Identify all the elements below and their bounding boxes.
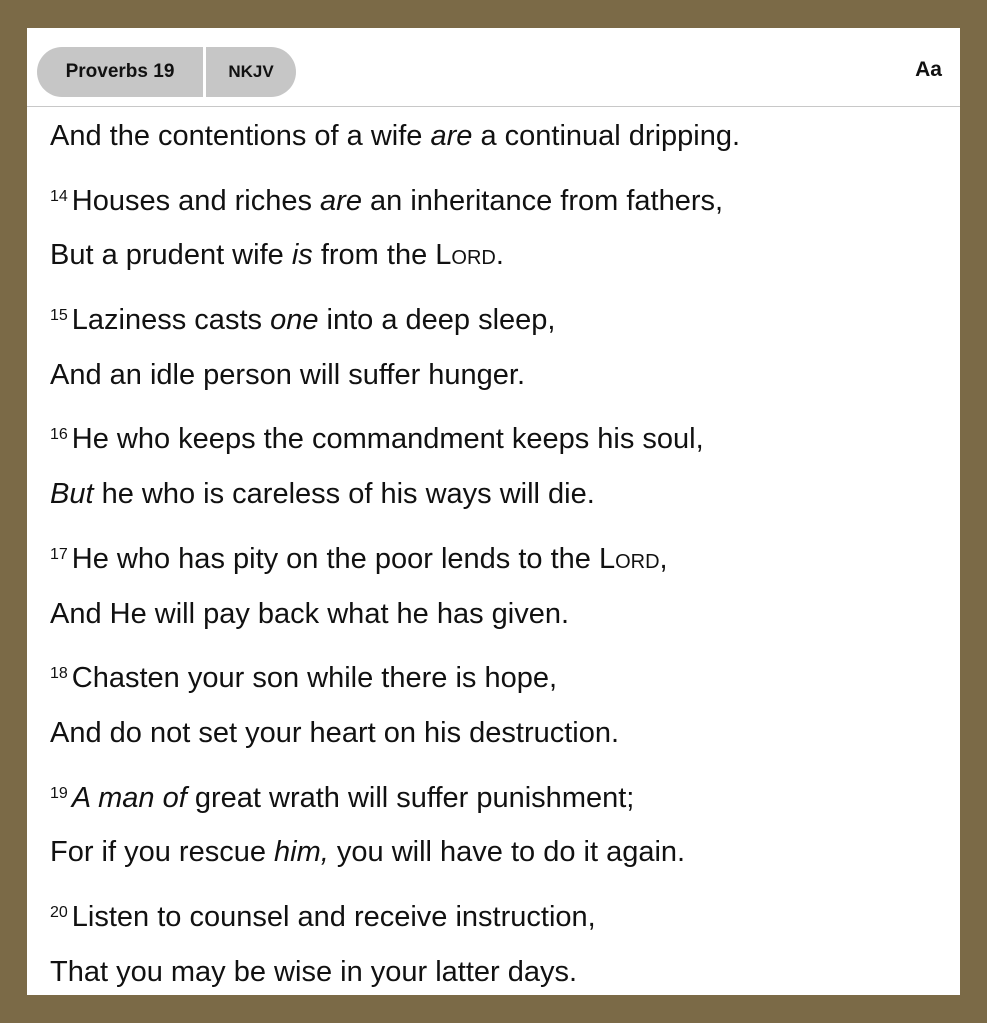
verse-line <box>50 525 950 585</box>
verse-text: And He will pay back what he has given. <box>50 597 570 630</box>
verse-text: an inheritance from fathers, <box>361 184 724 217</box>
verse-line <box>50 943 950 995</box>
verse-text: Listen to counsel and receive instruction, <box>71 900 596 933</box>
verse-text: . <box>495 239 504 272</box>
verse-text: Lord <box>598 542 660 575</box>
verse-text: Houses and riches <box>71 184 321 217</box>
verse-line <box>50 167 950 227</box>
verse-text: are <box>430 120 473 152</box>
font-settings-button[interactable]: Aa <box>915 58 942 81</box>
verse-text: He who has pity on the poor lends to the <box>71 542 599 575</box>
verse-text: Laziness casts <box>71 304 271 337</box>
verse-text: into a deep sleep, <box>318 304 556 337</box>
verse-text: is <box>291 239 313 272</box>
book-chapter-button[interactable]: Proverbs 19 <box>37 47 203 97</box>
verse-text: A man of <box>71 781 187 814</box>
verse-line <box>50 883 950 943</box>
verse-text: But <box>50 478 94 511</box>
verse-text: That you may be wise in your latter days. <box>50 955 578 988</box>
verse-text: But a prudent wife <box>50 239 292 272</box>
verse-text: And an idle person will suffer hunger. <box>50 358 526 391</box>
verse-text: are <box>320 184 362 217</box>
verse-text: one <box>270 304 319 337</box>
verse-number: 18 <box>50 665 68 683</box>
verse-text: a continual dripping. <box>472 120 741 152</box>
verse-text: he who is careless of his ways will die. <box>93 478 595 511</box>
verse-line <box>50 286 950 346</box>
verse-text: you will have to do it again. <box>328 836 686 869</box>
verse-number: 14 <box>50 187 68 205</box>
verse-line <box>50 644 950 704</box>
verse-line <box>50 823 950 883</box>
version-button[interactable]: NKJV <box>206 47 296 97</box>
verse-text: And the contentions of a wife <box>50 120 431 152</box>
verse-line <box>50 226 950 286</box>
verse-text: from the <box>312 239 436 272</box>
verse-line <box>50 107 950 167</box>
verse-text: him, <box>274 836 329 869</box>
verse-text: , <box>659 542 668 575</box>
scripture-text <box>50 107 950 995</box>
verse-line <box>50 465 950 525</box>
verse-line <box>50 405 950 465</box>
verse-line <box>50 764 950 824</box>
verse-text: And do not set your heart on his destruction. <box>50 716 620 749</box>
verse-text: Lord <box>435 239 496 272</box>
verse-number: 20 <box>50 903 68 921</box>
verse-number: 15 <box>50 307 68 325</box>
verse-text: great wrath will suffer punishment; <box>186 781 635 814</box>
reader-header <box>27 28 960 107</box>
reader-panel <box>27 28 960 995</box>
passage-selector <box>37 47 296 97</box>
verse-text: Chasten your son while there is hope, <box>71 662 558 695</box>
verse-line <box>50 346 950 406</box>
verse-number: 16 <box>50 426 68 444</box>
verse-text: He who keeps the commandment keeps his soul, <box>71 423 704 456</box>
verse-number: 17 <box>50 545 68 563</box>
verse-text: For if you rescue <box>50 836 275 869</box>
verse-number: 19 <box>50 784 68 802</box>
verse-line <box>50 585 950 645</box>
verse-line <box>50 704 950 764</box>
